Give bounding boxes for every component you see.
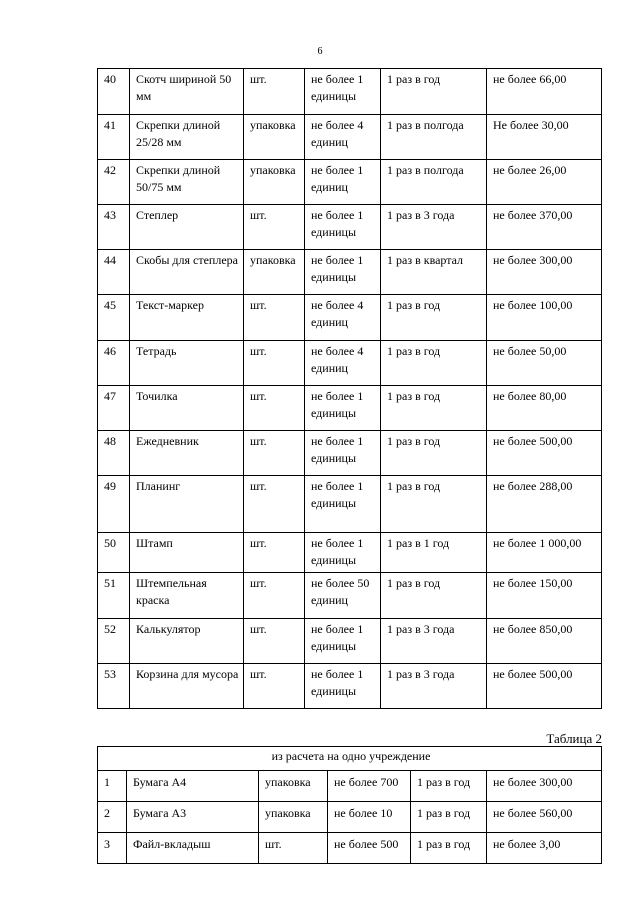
- price-cell: не более 850,00: [487, 619, 602, 664]
- price-cell: не более 150,00: [487, 573, 602, 619]
- quantity-cell: не более 1 единицы: [305, 619, 381, 664]
- quantity-cell: не более 4 единиц: [305, 115, 381, 160]
- item-name-cell: Тетрадь: [130, 341, 244, 386]
- row-number-cell: 53: [98, 664, 130, 709]
- item-name-cell: Скотч шириной 50 мм: [130, 69, 244, 115]
- table-2-header: из расчета на одно учреждение: [98, 747, 602, 771]
- table-row: [98, 833, 602, 864]
- table-row: [98, 115, 602, 160]
- frequency-cell: 1 раз в год: [381, 69, 487, 115]
- price-cell: не более 288,00: [487, 476, 602, 533]
- frequency-cell: 1 раз в год: [381, 295, 487, 341]
- item-name-cell: Скрепки длиной 50/75 мм: [130, 160, 244, 205]
- row-number-cell: 51: [98, 573, 130, 619]
- price-cell: не более 300,00: [487, 771, 602, 802]
- price-cell: не более 100,00: [487, 295, 602, 341]
- quantity-cell: не более 10: [328, 802, 411, 833]
- unit-cell: шт.: [244, 205, 305, 250]
- item-name-cell: Корзина для мусора: [130, 664, 244, 709]
- price-cell: не более 1 000,00: [487, 533, 602, 573]
- item-name-cell: Штемпельная краска: [130, 573, 244, 619]
- item-name-cell: Калькулятор: [130, 619, 244, 664]
- quantity-cell: не более 700: [328, 771, 411, 802]
- supplies-table-2: [97, 746, 602, 864]
- row-number-cell: 2: [98, 802, 127, 833]
- price-cell: не более 500,00: [487, 431, 602, 476]
- price-cell: не более 500,00: [487, 664, 602, 709]
- quantity-cell: не более 1 единицы: [305, 205, 381, 250]
- frequency-cell: 1 раз в год: [381, 431, 487, 476]
- quantity-cell: не более 1 единиц: [305, 160, 381, 205]
- row-number-cell: 49: [98, 476, 130, 533]
- item-name-cell: Бумага А4: [127, 771, 259, 802]
- item-name-cell: Штамп: [130, 533, 244, 573]
- unit-cell: шт.: [244, 533, 305, 573]
- price-cell: не более 370,00: [487, 205, 602, 250]
- quantity-cell: не более 4 единиц: [305, 295, 381, 341]
- unit-cell: шт.: [244, 619, 305, 664]
- row-number-cell: 44: [98, 250, 130, 295]
- unit-cell: шт.: [244, 664, 305, 709]
- table-row: [98, 431, 602, 476]
- item-name-cell: Бумага А3: [127, 802, 259, 833]
- row-number-cell: 50: [98, 533, 130, 573]
- price-cell: не более 66,00: [487, 69, 602, 115]
- table-row: [98, 802, 602, 833]
- quantity-cell: не более 1 единицы: [305, 664, 381, 709]
- table-row: [98, 476, 602, 533]
- frequency-cell: 1 раз в 1 год: [381, 533, 487, 573]
- row-number-cell: 43: [98, 205, 130, 250]
- frequency-cell: 1 раз в год: [411, 802, 487, 833]
- table-row: [98, 250, 602, 295]
- table-row: [98, 533, 602, 573]
- price-cell: не более 300,00: [487, 250, 602, 295]
- table-row: [98, 160, 602, 205]
- unit-cell: шт.: [244, 295, 305, 341]
- item-name-cell: Текст-маркер: [130, 295, 244, 341]
- table-2-header-row: [98, 747, 602, 771]
- table-row: [98, 341, 602, 386]
- price-cell: не более 26,00: [487, 160, 602, 205]
- price-cell: не более 80,00: [487, 386, 602, 431]
- frequency-cell: 1 раз в год: [381, 341, 487, 386]
- quantity-cell: не более 50 единиц: [305, 573, 381, 619]
- table-row: [98, 69, 602, 115]
- price-cell: Не более 30,00: [487, 115, 602, 160]
- table-row: [98, 205, 602, 250]
- item-name-cell: Степлер: [130, 205, 244, 250]
- frequency-cell: 1 раз в год: [411, 833, 487, 864]
- quantity-cell: не более 500: [328, 833, 411, 864]
- frequency-cell: 1 раз в год: [381, 573, 487, 619]
- unit-cell: упаковка: [244, 250, 305, 295]
- row-number-cell: 48: [98, 431, 130, 476]
- page-number: 6: [317, 46, 323, 57]
- frequency-cell: 1 раз в 3 года: [381, 205, 487, 250]
- item-name-cell: Ежедневник: [130, 431, 244, 476]
- item-name-cell: Скрепки длиной 25/28 мм: [130, 115, 244, 160]
- quantity-cell: не более 1 единицы: [305, 69, 381, 115]
- row-number-cell: 52: [98, 619, 130, 664]
- item-name-cell: Точилка: [130, 386, 244, 431]
- table-row: [98, 619, 602, 664]
- unit-cell: упаковка: [244, 115, 305, 160]
- item-name-cell: Планинг: [130, 476, 244, 533]
- item-name-cell: Файл-вкладыш: [127, 833, 259, 864]
- frequency-cell: 1 раз в полгода: [381, 115, 487, 160]
- table-row: [98, 664, 602, 709]
- unit-cell: шт.: [244, 386, 305, 431]
- price-cell: не более 50,00: [487, 341, 602, 386]
- unit-cell: шт.: [244, 69, 305, 115]
- frequency-cell: 1 раз в год: [411, 771, 487, 802]
- quantity-cell: не более 1 единицы: [305, 250, 381, 295]
- table-row: [98, 771, 602, 802]
- quantity-cell: не более 1 единицы: [305, 533, 381, 573]
- supplies-table-continued: [97, 68, 602, 709]
- table-row: [98, 386, 602, 431]
- table-row: [98, 295, 602, 341]
- price-cell: не более 3,00: [487, 833, 602, 864]
- frequency-cell: 1 раз в 3 года: [381, 619, 487, 664]
- frequency-cell: 1 раз в год: [381, 476, 487, 533]
- price-cell: не более 560,00: [487, 802, 602, 833]
- row-number-cell: 40: [98, 69, 130, 115]
- quantity-cell: не более 1 единицы: [305, 476, 381, 533]
- row-number-cell: 41: [98, 115, 130, 160]
- table-row: [98, 573, 602, 619]
- frequency-cell: 1 раз в год: [381, 386, 487, 431]
- frequency-cell: 1 раз в 3 года: [381, 664, 487, 709]
- unit-cell: шт.: [244, 476, 305, 533]
- frequency-cell: 1 раз в полгода: [381, 160, 487, 205]
- quantity-cell: не более 1 единицы: [305, 386, 381, 431]
- table-2-caption: Таблица 2: [546, 731, 602, 746]
- frequency-cell: 1 раз в квартал: [381, 250, 487, 295]
- unit-cell: шт.: [244, 341, 305, 386]
- row-number-cell: 42: [98, 160, 130, 205]
- unit-cell: шт.: [244, 431, 305, 476]
- row-number-cell: 47: [98, 386, 130, 431]
- row-number-cell: 1: [98, 771, 127, 802]
- unit-cell: шт.: [244, 573, 305, 619]
- unit-cell: упаковка: [259, 771, 328, 802]
- unit-cell: упаковка: [244, 160, 305, 205]
- row-number-cell: 45: [98, 295, 130, 341]
- unit-cell: упаковка: [259, 802, 328, 833]
- item-name-cell: Скобы для степлера: [130, 250, 244, 295]
- quantity-cell: не более 1 единицы: [305, 431, 381, 476]
- unit-cell: шт.: [259, 833, 328, 864]
- row-number-cell: 3: [98, 833, 127, 864]
- row-number-cell: 46: [98, 341, 130, 386]
- quantity-cell: не более 4 единиц: [305, 341, 381, 386]
